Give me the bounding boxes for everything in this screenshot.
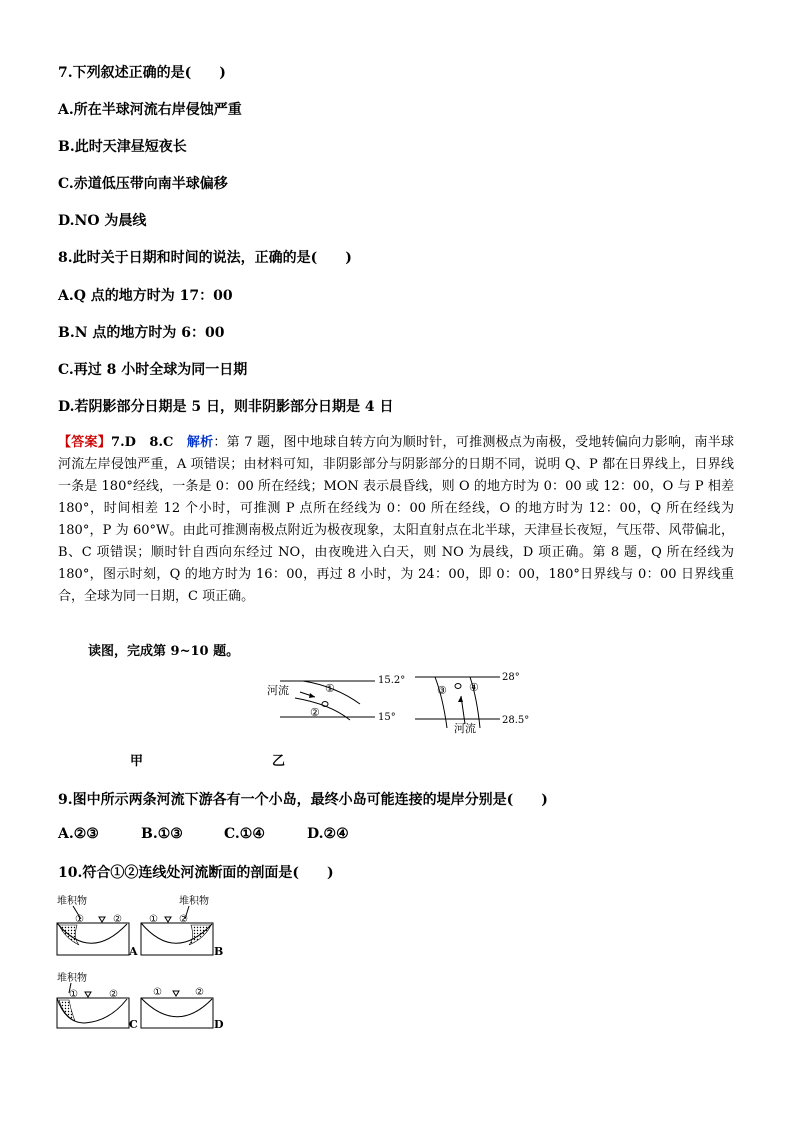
q7-stem: 7.下列叙述正确的是( ) — [58, 65, 226, 81]
right-latitude-bottom: 28.5° — [502, 715, 530, 726]
profile-c-circle-1: ① — [69, 989, 78, 1000]
right-river-label: 河流 — [454, 722, 476, 734]
analysis-label: 解析 — [186, 435, 214, 450]
profile-b-letter: B — [214, 945, 224, 958]
profile-b-circle-2: ② — [179, 914, 188, 925]
right-circle-4: ④ — [469, 681, 479, 694]
profile-a — [57, 894, 138, 958]
figure-intro: 读图，完成第 9~10 题。 — [88, 644, 240, 659]
profile-d-circle-1: ① — [153, 987, 162, 998]
q9-option-a: A.②③ — [58, 826, 99, 842]
q9-options — [58, 826, 349, 842]
profile-c-letter: C — [129, 1018, 138, 1031]
q9-stem: 9.图中所示两条河流下游各有一个小岛，最终小岛可能连接的堤岸分别是( ) — [58, 792, 548, 808]
left-river-label: 河流 — [267, 684, 289, 697]
left-circle-2: ② — [310, 706, 320, 719]
profile-d — [141, 987, 224, 1031]
q7-option-b: B.此时天津昼短夜长 — [58, 139, 187, 155]
q7-option-c: C.赤道低压带向南半球偏移 — [58, 176, 228, 192]
profile-c-deposit-label: 堆积物 — [57, 973, 87, 984]
analysis-body: ：第 7 题，图中地球自转方向为顺时针，可推测极点为南极，受地转偏向力影响，南半球河流左岸侵蚀严重，A 项错误；由材料可知，非阴影部分与阴影部分的日期不同，说明 Q、P 都在日界线上，日界线一条是 180°经线，一条是 0：00 所在经线；MON 表示晨昏线，则 O 的地方时为 0：00 或 12：00，O 与 P 相差 180°，时间相差 12 个小时，可推测 P 点所在经线为 0：00 所在经线，O 的地方时为 12：00，Q 所在经线为 180°，P 为 60°W。由此可推测南极点附近为极夜现象，太阳直射点在北半球，天津昼长夜短，气压带、风带偏北，B、C 项错误；顺时针自西向东经过 NO，由夜晚进入白天，则 NO 为晨线，D 项正确。第 8 题，Q 所在经线为 180°，图示时刻，Q 的地方时为 16：00，再过 8 小时，为 24：00，即 0：00，180°日界线与 0：00 日界线重合，全球为同一日期，C 项正确。 — [58, 435, 734, 604]
profile-a-deposit-label: 堆积物 — [57, 896, 87, 907]
q8-option-d: D.若阴影部分日期是 5 日，则非阴影部分日期是 4 日 — [58, 399, 394, 415]
profile-c-circle-2: ② — [109, 989, 118, 1000]
q8-option-c: C.再过 8 小时全球为同一日期 — [58, 362, 248, 378]
profile-d-letter: D — [214, 1018, 224, 1031]
answer-tag: 【答案】 — [58, 435, 112, 450]
profile-b-circle-1: ① — [149, 914, 158, 925]
river-figure — [255, 668, 555, 734]
left-circle-1: ① — [325, 682, 335, 695]
right-circle-3: ③ — [437, 684, 447, 697]
right-latitude-top: 28° — [502, 672, 520, 683]
profile-a-circle-1: ① — [75, 914, 84, 925]
q10-stem: 10.符合①②连线处河流断面的剖面是( ) — [58, 865, 334, 881]
cross-section-figure — [55, 893, 235, 1033]
left-latitude-bottom: 15° — [378, 712, 396, 723]
profile-a-circle-2: ② — [113, 914, 122, 925]
caption-jia: 甲 — [130, 754, 144, 769]
profile-b — [141, 894, 223, 958]
profile-b-deposit-label: 堆积物 — [179, 896, 209, 907]
q9-option-c: C.①④ — [224, 826, 265, 842]
q8-option-a: A.Q 点的地方时为 17：00 — [58, 288, 233, 304]
q9-option-d: D.②④ — [307, 826, 349, 842]
q8-option-b: B.N 点的地方时为 6：00 — [58, 325, 225, 341]
profile-c — [57, 971, 138, 1031]
answer-keys: 7.D 8.C — [111, 435, 187, 450]
profile-a-letter: A — [129, 945, 138, 958]
caption-yi: 乙 — [272, 754, 286, 769]
answer-explanation — [58, 432, 734, 608]
left-latitude-top: 15.2° — [378, 675, 406, 686]
q7-option-a: A.所在半球河流右岸侵蚀严重 — [58, 102, 242, 118]
q9-option-b: B.①③ — [141, 826, 183, 842]
profile-d-circle-2: ② — [195, 987, 204, 998]
q7-option-d: D.NO 为晨线 — [58, 213, 147, 229]
q8-stem: 8.此时关于日期和时间的说法，正确的是( ) — [58, 250, 352, 266]
